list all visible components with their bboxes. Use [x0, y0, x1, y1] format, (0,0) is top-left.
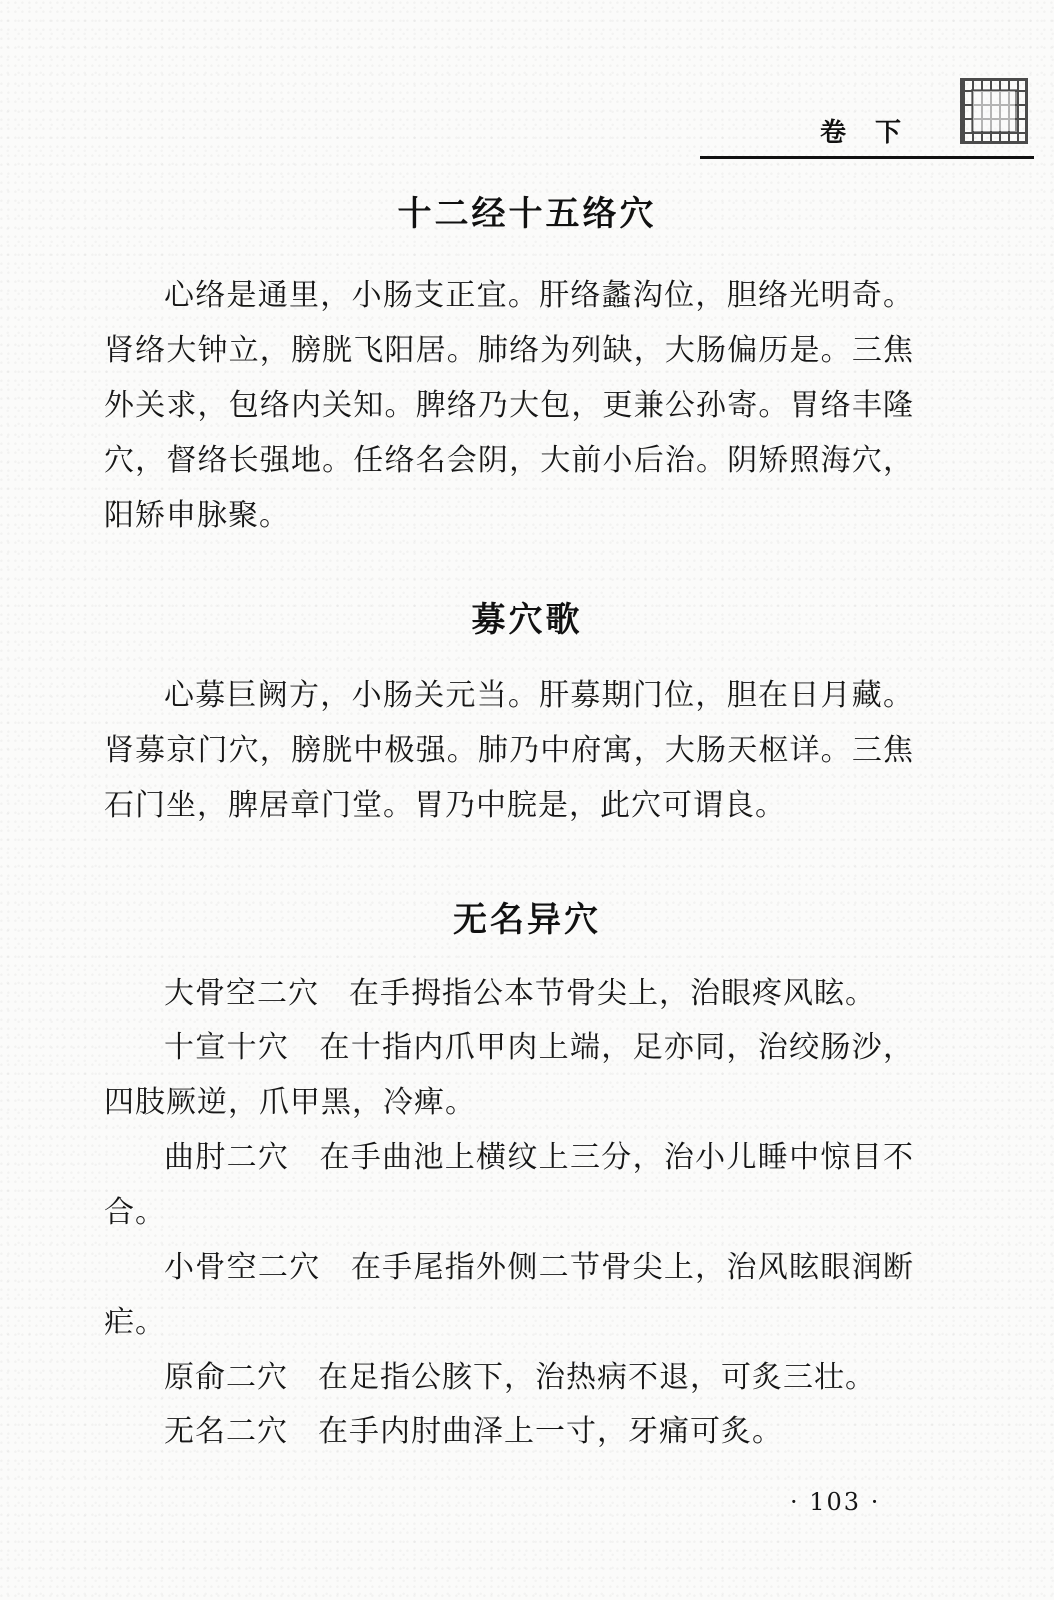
entry-name: 无名二穴 — [164, 1414, 288, 1449]
entry-name: 曲肘二穴 — [164, 1140, 290, 1175]
entry-name: 大骨空二穴 — [164, 976, 319, 1011]
header-rule — [700, 156, 1034, 159]
paragraph-mu-points: 心募巨阙方，小肠关元当。肝募期门位，胆在日月藏。肾募京门穴，膀胱中极强。肺乃中府寓，大肠天枢详。三焦石门坐，脾居章门堂。胃乃中脘是，此穴可谓良。 — [104, 678, 914, 823]
entry-paragraph — [104, 1020, 914, 1130]
entry-text: 在手内肘曲泽上一寸，牙痛可炙。 — [318, 1414, 783, 1449]
entry-paragraph — [104, 1404, 914, 1459]
section-title-luo-points: 十二经十五络穴 — [397, 194, 657, 234]
entry-text: 在手曲池上横纹上三分，治小儿睡中惊目不合。 — [104, 1140, 915, 1230]
seal-logo — [960, 78, 1028, 144]
entry-name: 原俞二穴 — [164, 1360, 288, 1395]
entry-paragraph — [104, 1240, 914, 1350]
entry-paragraph — [104, 1130, 914, 1240]
section-title-unnamed-points: 无名异穴 — [453, 900, 601, 940]
entry-name: 十宣十穴 — [164, 1030, 290, 1065]
entry-name: 小骨空二穴 — [164, 1250, 321, 1285]
entry-paragraph — [104, 966, 914, 1021]
entry-paragraph — [104, 1350, 914, 1405]
entry-text: 在十指内爪甲肉上端，足亦同，治绞肠沙，四肢厥逆，爪甲黑，冷痺。 — [104, 1030, 915, 1120]
entry-text: 在足指公胲下，治热病不退，可炙三壮。 — [318, 1360, 876, 1395]
running-head: 卷 下 — [820, 118, 912, 148]
entry-text: 在手拇指公本节骨尖上，治眼疼风眩。 — [349, 976, 876, 1011]
entry-text: 在手尾指外侧二节骨尖上，治风眩眼润断疟。 — [104, 1250, 915, 1340]
paragraph-luo-points: 心络是通里，小肠支正宜。肝络蠡沟位，胆络光明奇。肾络大钟立，膀胱飞阳居。肺络为列缺，大肠偏历是。三焦外关求，包络内关知。脾络乃大包，更兼公孙寄。胃络丰隆穴，督络长强地。任络名会阴，大前小后治。阴矫照海穴，阳矫申脉聚。 — [104, 278, 914, 533]
page-number: · 103 · — [790, 1488, 881, 1516]
section-title-mu-points: 募穴歌 — [471, 600, 583, 640]
